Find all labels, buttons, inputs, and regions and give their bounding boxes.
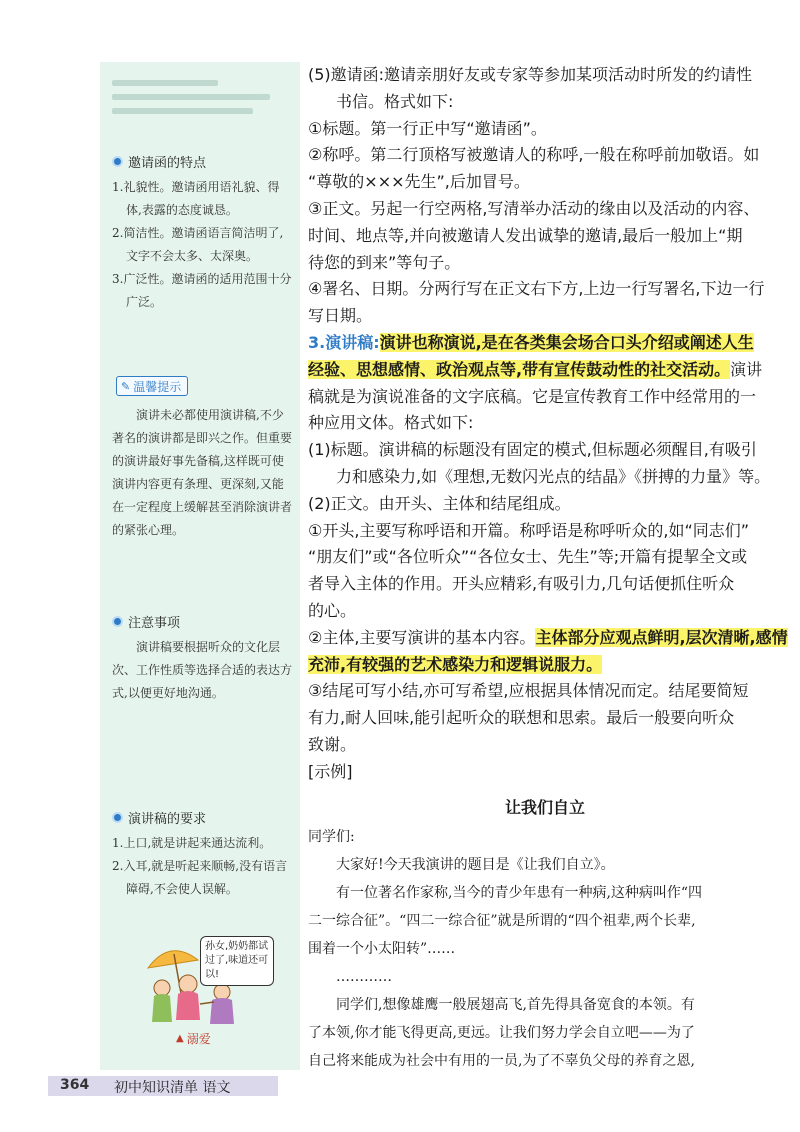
text-line: 力和感染力,如《理想,无数闪光点的结晶》《拼搏的力量》等。: [336, 466, 771, 486]
example-line: 有一位著名作家称,当今的青少年患有一种病,这种病叫作“四: [336, 884, 703, 901]
list-item: 1.礼貌性。邀请函用语礼貌、得体,表露的态度诚恳。: [112, 180, 280, 217]
text-line: 书信。格式如下:: [336, 91, 454, 111]
example-line: …………: [336, 968, 392, 985]
notes-heading: 注意事项: [112, 612, 180, 631]
illustration-caption: ▲ 溺爱: [176, 1032, 211, 1046]
example-tag: [示例]: [308, 761, 353, 781]
example-line: 自己将来能成为社会中有用的一员,为了不辜负父母的养育之恩,: [308, 1052, 695, 1069]
text-line: “朋友们”或“各位听众”“各位女士、先生”等;开篇有提挈全文或: [308, 547, 748, 567]
text-line: 者导入主体的作用。开头应精彩,有吸引力,几句话便抓住听众: [308, 574, 735, 594]
text-line: (1)标题。演讲稿的标题没有固定的模式,但标题必须醒目,有吸引: [308, 440, 757, 460]
example-line: 围着一个小太阳转”……: [308, 940, 456, 957]
tip-text: 演讲未必都使用演讲稿,不少著名的演讲都是即兴之作。但重要的演讲最好事先备稿,这样既可使演讲内容更有条理、更深刻,又能在一定程度上缓解甚至消除演讲者的紧张心理。: [112, 408, 293, 537]
text-line: 经验、思想感情、政治观点等,带有宣传鼓动性的社交活动。演讲: [308, 359, 763, 379]
book-title: 初中知识清单 语文: [114, 1080, 231, 1096]
text-line: ②主体,主要写演讲的基本内容。主体部分应观点鲜明,层次清晰,感情: [308, 627, 788, 647]
list-item: 1.上口,就是讲起来通达流利。: [112, 836, 272, 850]
example-line: 了本领,你才能飞得更高,更远。让我们努力学会自立吧——为了: [308, 1024, 695, 1041]
highlighted-text: 经验、思想感情、政治观点等,带有宣传鼓动性的社交活动。: [308, 359, 731, 379]
page-number: 364: [60, 1077, 90, 1093]
features-list: [112, 176, 292, 314]
text-line: ①标题。第一行正中写“邀请函”。: [308, 118, 547, 138]
text-line: 时间、地点等,并向被邀请人发出诚挚的邀请,最后一般加上“期: [308, 225, 743, 245]
section-title: 3.演讲稿:: [308, 332, 380, 352]
text-line: 致谢。: [308, 734, 357, 754]
text-line: 稿就是为演说准备的文字底稿。它是宣传教育工作中经常用的一: [308, 386, 757, 406]
features-heading: 邀请函的特点: [112, 152, 206, 171]
notes-text: 演讲稿要根据听众的文化层次、工作性质等选择合适的表达方式,以便更好地沟通。: [112, 640, 293, 700]
text-line: 种应用文体。格式如下:: [308, 413, 474, 433]
text-line: (5)邀请函:邀请亲朋好友或专家等参加某项活动时所发的约请性: [308, 65, 753, 84]
example-line: 大家好!今天我演讲的题目是《让我们自立》。: [336, 856, 615, 873]
text-line: 的心。: [308, 600, 357, 620]
text-line: 有力,耐人回味,能引起听众的联想和思索。最后一般要向听众: [308, 708, 735, 728]
text-line: 待您的到来”等句子。: [308, 252, 461, 272]
highlighted-text: 演讲也称演说,是在各类集会场合口头介绍或阐述人生: [379, 332, 754, 352]
list-item: 2.简洁性。邀请函语言简洁明了,文字不会太多、太深奥。: [112, 226, 284, 263]
speech-bubble: 孙女,奶奶都试过了,味道还可以!: [200, 936, 274, 986]
text-line: ③结尾可写小结,亦可写希望,应根据具体情况而定。结尾要简短: [308, 681, 749, 701]
text-line: ②称呼。第二行顶格写被邀请人的称呼,一般在称呼前加敬语。如: [308, 145, 760, 165]
example-line: 同学们,想像雄鹰一般展翅高飞,首先得具备宽食的本领。有: [336, 996, 695, 1013]
tip-badge: ✎ 温馨提示: [116, 376, 188, 396]
highlighted-text: 充沛,有较强的艺术感染力和逻辑说服力。: [308, 654, 603, 674]
highlighted-text: 主体部分应观点鲜明,层次清晰,感情: [535, 627, 788, 647]
text-line: ④署名、日期。分两行写在正文右下方,上边一行写署名,下边一行: [308, 279, 765, 299]
list-item: 3.广泛性。邀请函的适用范围十分广泛。: [112, 272, 292, 309]
list-item: 2.入耳,就是听起来顺畅,没有语言障碍,不会使人误解。: [112, 859, 288, 896]
text-line: “尊敬的×××先生”,后加冒号。: [308, 172, 530, 192]
example-line: 二一综合征”。“四二一综合征”就是所谓的“四个祖辈,两个长辈,: [308, 912, 696, 929]
main-content: [308, 62, 788, 1075]
bullet-dot-icon: [112, 156, 123, 167]
example-title: 让我们自立: [504, 797, 585, 817]
text-line: ③正文。另起一行空两格,写清举办活动的缘由以及活动的内容、: [308, 198, 760, 218]
requirements-list: [112, 832, 292, 901]
text-line: (2)正文。由开头、主体和结尾组成。: [308, 493, 571, 513]
example-line: 同学们:: [308, 828, 355, 845]
section-heading-line: [308, 330, 782, 357]
bullet-dot-icon: [112, 812, 123, 823]
text-line: ①开头,主要写称呼语和开篇。称呼语是称呼听众的,如“同志们”: [308, 520, 750, 540]
text-line: [308, 652, 782, 679]
requirements-heading: 演讲稿的要求: [112, 808, 206, 827]
lightbulb-icon: ✎: [121, 379, 131, 393]
bullet-dot-icon: [112, 616, 123, 627]
triangle-icon: ▲: [176, 1033, 184, 1044]
text-line: 写日期。: [308, 306, 373, 326]
sidebar-bleed-through: [112, 72, 288, 122]
